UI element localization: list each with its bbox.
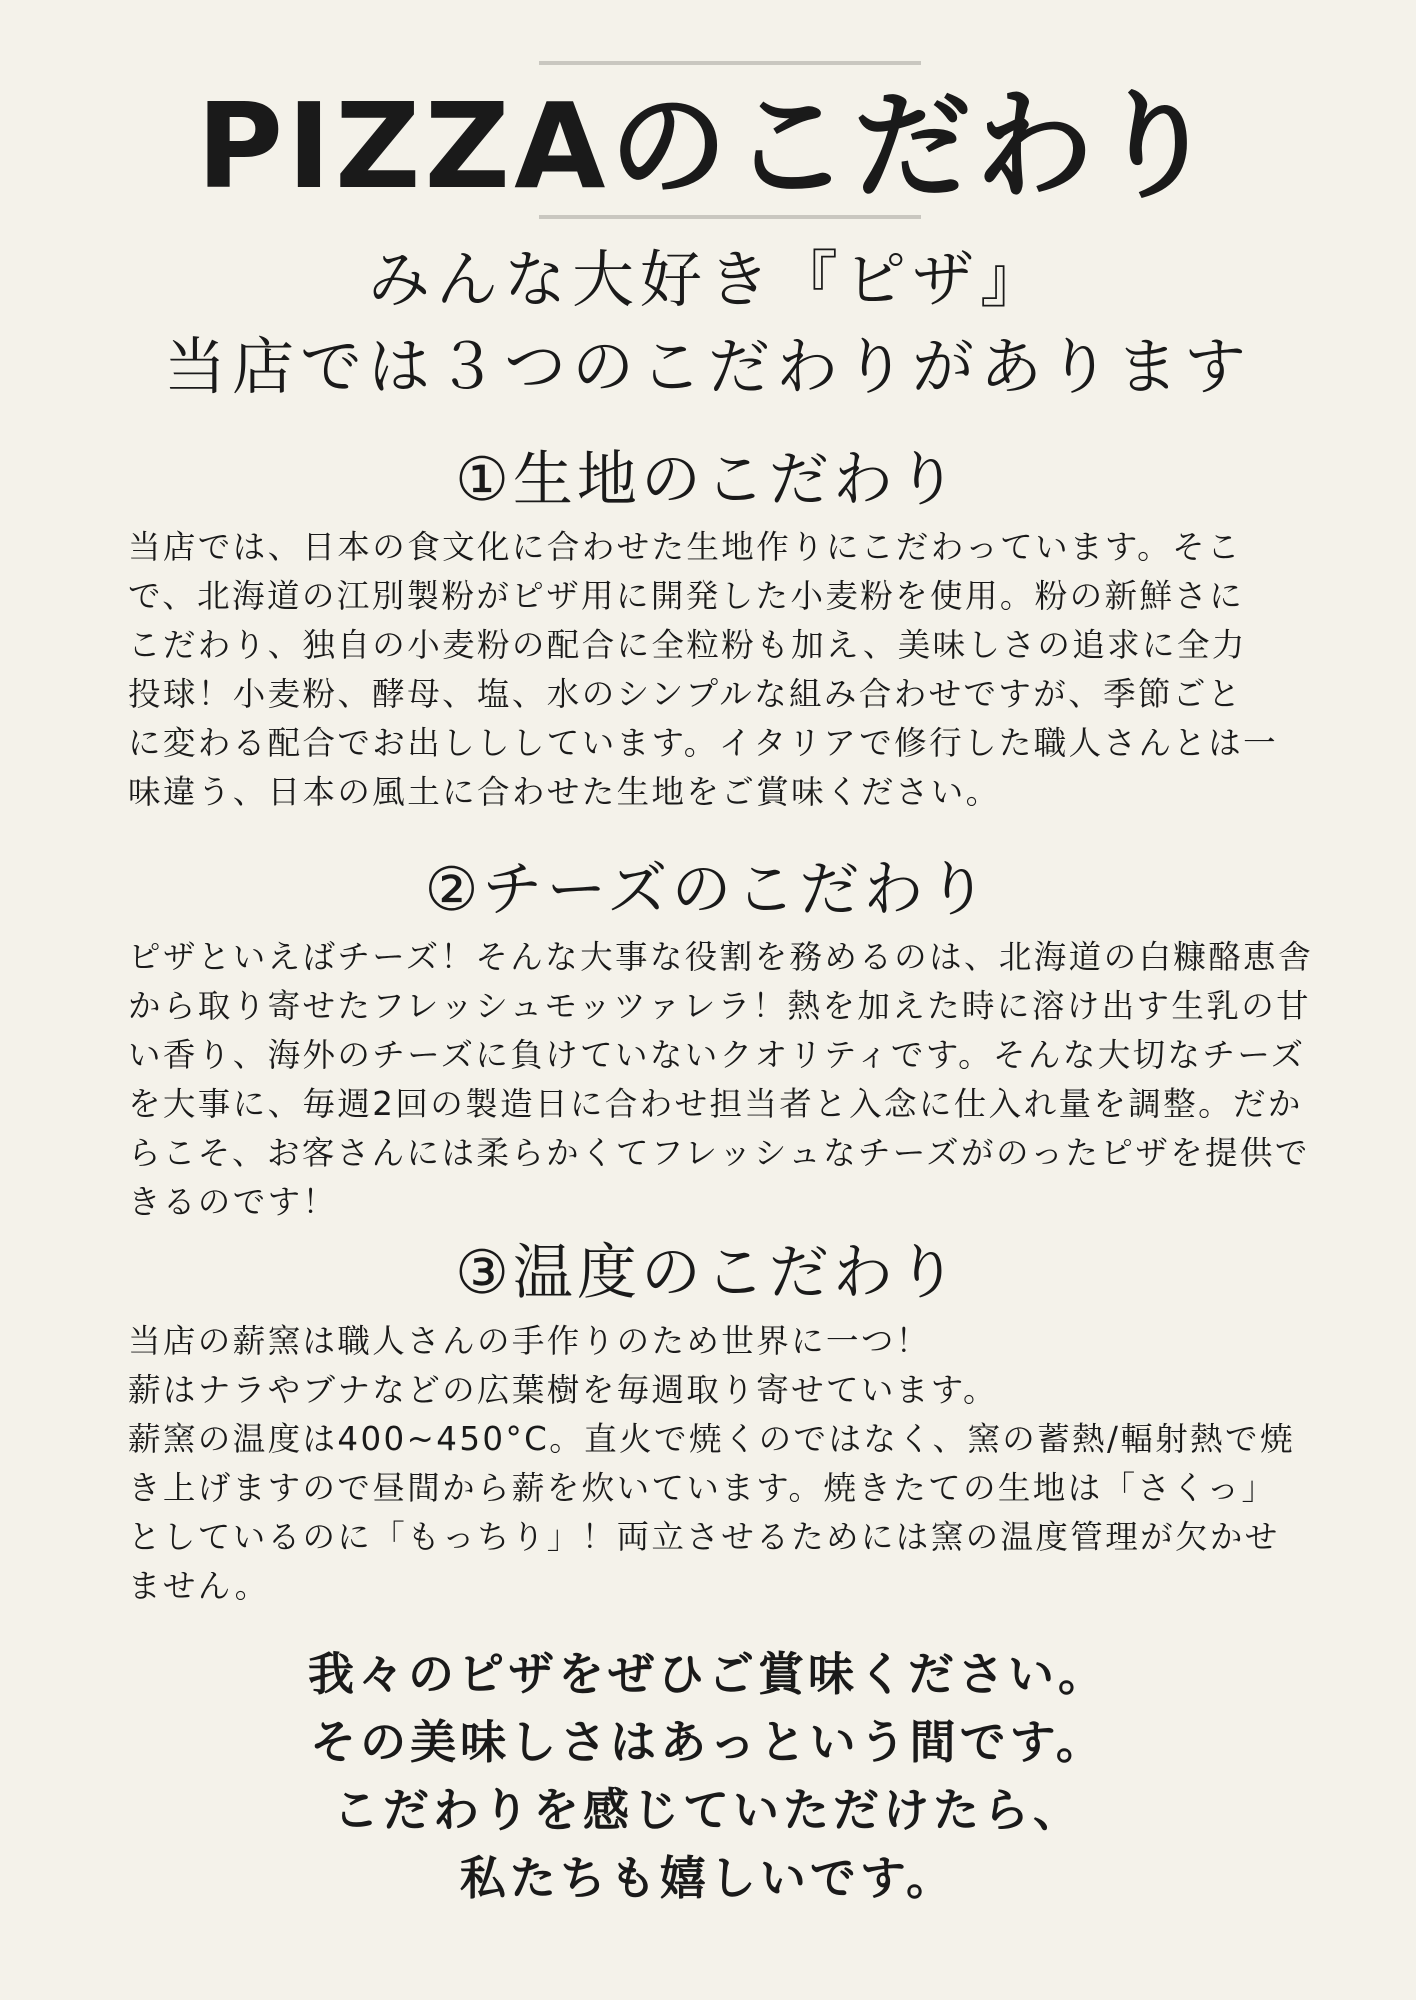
body-line: きるのです！ bbox=[128, 1183, 338, 1221]
body-line: い香り、海外のチーズに負けていないクオリティです。そんな大切なチーズ bbox=[128, 1036, 1306, 1074]
section-body-temperature bbox=[128, 1317, 1378, 1611]
body-line: 当店では、日本の食文化に合わせた生地作りにこだわっています。そこ bbox=[128, 528, 1242, 566]
closing-message bbox=[0, 1640, 1416, 1912]
intro-line-2: 当店では３つのこだわりがあります bbox=[163, 330, 1252, 403]
body-line: としているのに「もっちり」！両立させるためには窯の温度管理が欠かせ bbox=[128, 1518, 1280, 1556]
body-line: から取り寄せたフレッシュモッツァレラ！熱を加えた時に溶け出す生乳の甘 bbox=[128, 987, 1312, 1025]
body-line: こだわり、独自の小麦粉の配合に全粒粉も加え、美味しさの追求に全力 bbox=[128, 626, 1247, 664]
body-line: 投球！小麦粉、酵母、塩、水のシンプルな組み合わせですが、季節ごと bbox=[128, 675, 1243, 713]
title-bottom-divider bbox=[539, 215, 921, 219]
section-heading-temperature: ③温度のこだわり bbox=[455, 1238, 961, 1308]
body-line: 薪窯の温度は400~450°C。直火で焼くのではなく、窯の蓄熱/輻射熱で焼 bbox=[128, 1420, 1295, 1458]
closing-line: こだわりを感じていただけたら、 bbox=[333, 1783, 1083, 1837]
section-heading-cheese: ②チーズのこだわり bbox=[424, 855, 992, 925]
closing-line: 私たちも嬉しいです。 bbox=[459, 1851, 957, 1905]
body-line: 薪はナラやブナなどの広葉樹を毎週取り寄せています。 bbox=[128, 1371, 998, 1409]
closing-line: その美味しさはあっという間です。 bbox=[310, 1715, 1106, 1769]
body-line: ません。 bbox=[128, 1567, 270, 1605]
closing-line: 我々のピザをぜひご賞味ください。 bbox=[308, 1647, 1108, 1701]
body-line: らこそ、お客さんには柔らかくてフレッシュなチーズがのったピザを提供で bbox=[128, 1134, 1310, 1172]
section-heading-dough: ①生地のこだわり bbox=[455, 445, 961, 515]
body-line: 当店の薪窯は職人さんの手作りのため世界に一つ！ bbox=[128, 1322, 931, 1360]
body-line: き上げますので昼間から薪を炊いています。焼きたての生地は「さくっ」 bbox=[128, 1469, 1277, 1507]
body-line: ピザといえばチーズ！そんな大事な役割を務めるのは、北海道の白糠酪恵舎 bbox=[128, 938, 1313, 976]
section-body-cheese bbox=[128, 933, 1378, 1227]
body-line: に変わる配合でお出しししています。イタリアで修行した職人さんとは一 bbox=[128, 724, 1279, 762]
section-body-dough bbox=[128, 523, 1378, 817]
body-line: で、北海道の江別製粉がピザ用に開発した小麦粉を使用。粉の新鮮さに bbox=[128, 577, 1245, 615]
page-title: PIZZAのこだわり bbox=[196, 77, 1220, 215]
body-line: 味違う、日本の風土に合わせた生地をご賞味ください。 bbox=[128, 773, 1001, 811]
intro-line-1: みんな大好き『ピザ』 bbox=[367, 243, 1048, 316]
body-line: を大事に、毎週2回の製造日に合わせ担当者と入念に仕入れ量を調整。だか bbox=[128, 1085, 1303, 1123]
title-top-divider bbox=[539, 61, 921, 65]
